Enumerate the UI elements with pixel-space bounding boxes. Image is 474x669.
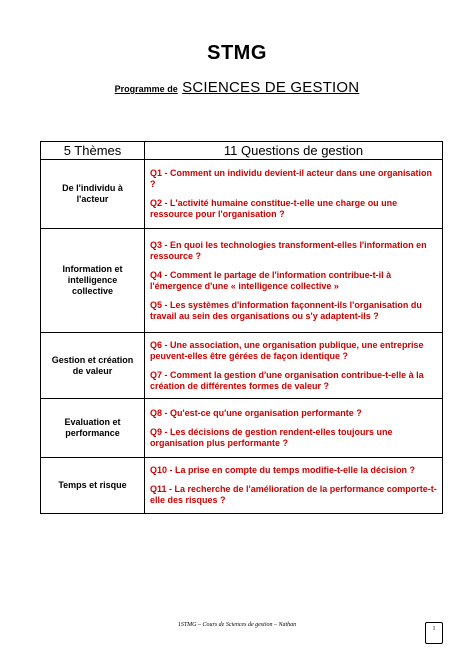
theme-cell: Gestion et création de valeur xyxy=(41,333,145,399)
header-themes: 5 Thèmes xyxy=(41,142,145,160)
table-row xyxy=(41,160,443,229)
page-footer: 1STMG – Cours de Sciences de gestion – Nathan xyxy=(177,622,297,628)
question-item: Q4 - Comment le partage de l'information contribue-t-il à l'émergence d'une « intelligence collective » xyxy=(150,269,392,291)
table-row xyxy=(41,333,443,399)
subtitle-prefix: Programme de xyxy=(114,84,178,94)
questions-cell xyxy=(145,229,443,333)
question-item: Q9 - Les décisions de gestion rendent-elles toujours une organisation plus performante ? xyxy=(150,426,393,448)
table-row xyxy=(41,229,443,333)
question-item: Q7 - Comment la gestion d'une organisation contribue-t-elle à la création de différentes formes de valeur ? xyxy=(150,369,424,391)
document-subtitle xyxy=(0,79,474,97)
table-row xyxy=(41,458,443,514)
document-title: STMG xyxy=(207,42,267,64)
theme-cell: Temps et risque xyxy=(41,458,145,514)
subtitle-main: SCIENCES DE GESTION xyxy=(182,79,360,96)
theme-cell: Evaluation et performance xyxy=(41,399,145,458)
questions-cell xyxy=(145,333,443,399)
program-table xyxy=(40,141,443,514)
question-item: Q10 - La prise en compte du temps modifie-t-elle la décision ? xyxy=(150,465,416,475)
question-item: Q2 - L'activité humaine constitue-t-elle une charge ou une ressource pour l'organisation ? xyxy=(150,198,398,219)
questions-cell xyxy=(145,399,443,458)
question-item: Q3 - En quoi les technologies transforment-elles l'information en ressource ? xyxy=(150,239,427,261)
question-item: Q1 - Comment un individu devient-il acteur dans une organisation ? xyxy=(150,168,433,189)
table-header-row xyxy=(41,142,443,160)
question-item: Q5 - Les systèmes d'information façonnent-ils l'organisation du travail au sein des organisations ou s'y adaptent-ils ? xyxy=(150,299,422,321)
questions-cell xyxy=(145,160,443,229)
theme-cell: De l'individu à l'acteur xyxy=(41,160,145,229)
question-item: Q6 - Une association, une organisation publique, une entreprise peuvent-elles être gérées de façon identique ? xyxy=(150,339,424,361)
theme-cell: Information et intelligence collective xyxy=(41,229,145,333)
page-number: 1 xyxy=(425,622,443,644)
header-questions: 11 Questions de gestion xyxy=(145,142,443,160)
table-row xyxy=(41,399,443,458)
questions-cell xyxy=(145,458,443,514)
question-item: Q11 - La recherche de l'amélioration de la performance comporte-t-elle des risques ? xyxy=(150,484,437,505)
question-item: Q8 - Qu'est-ce qu'une organisation performante ? xyxy=(150,407,362,418)
